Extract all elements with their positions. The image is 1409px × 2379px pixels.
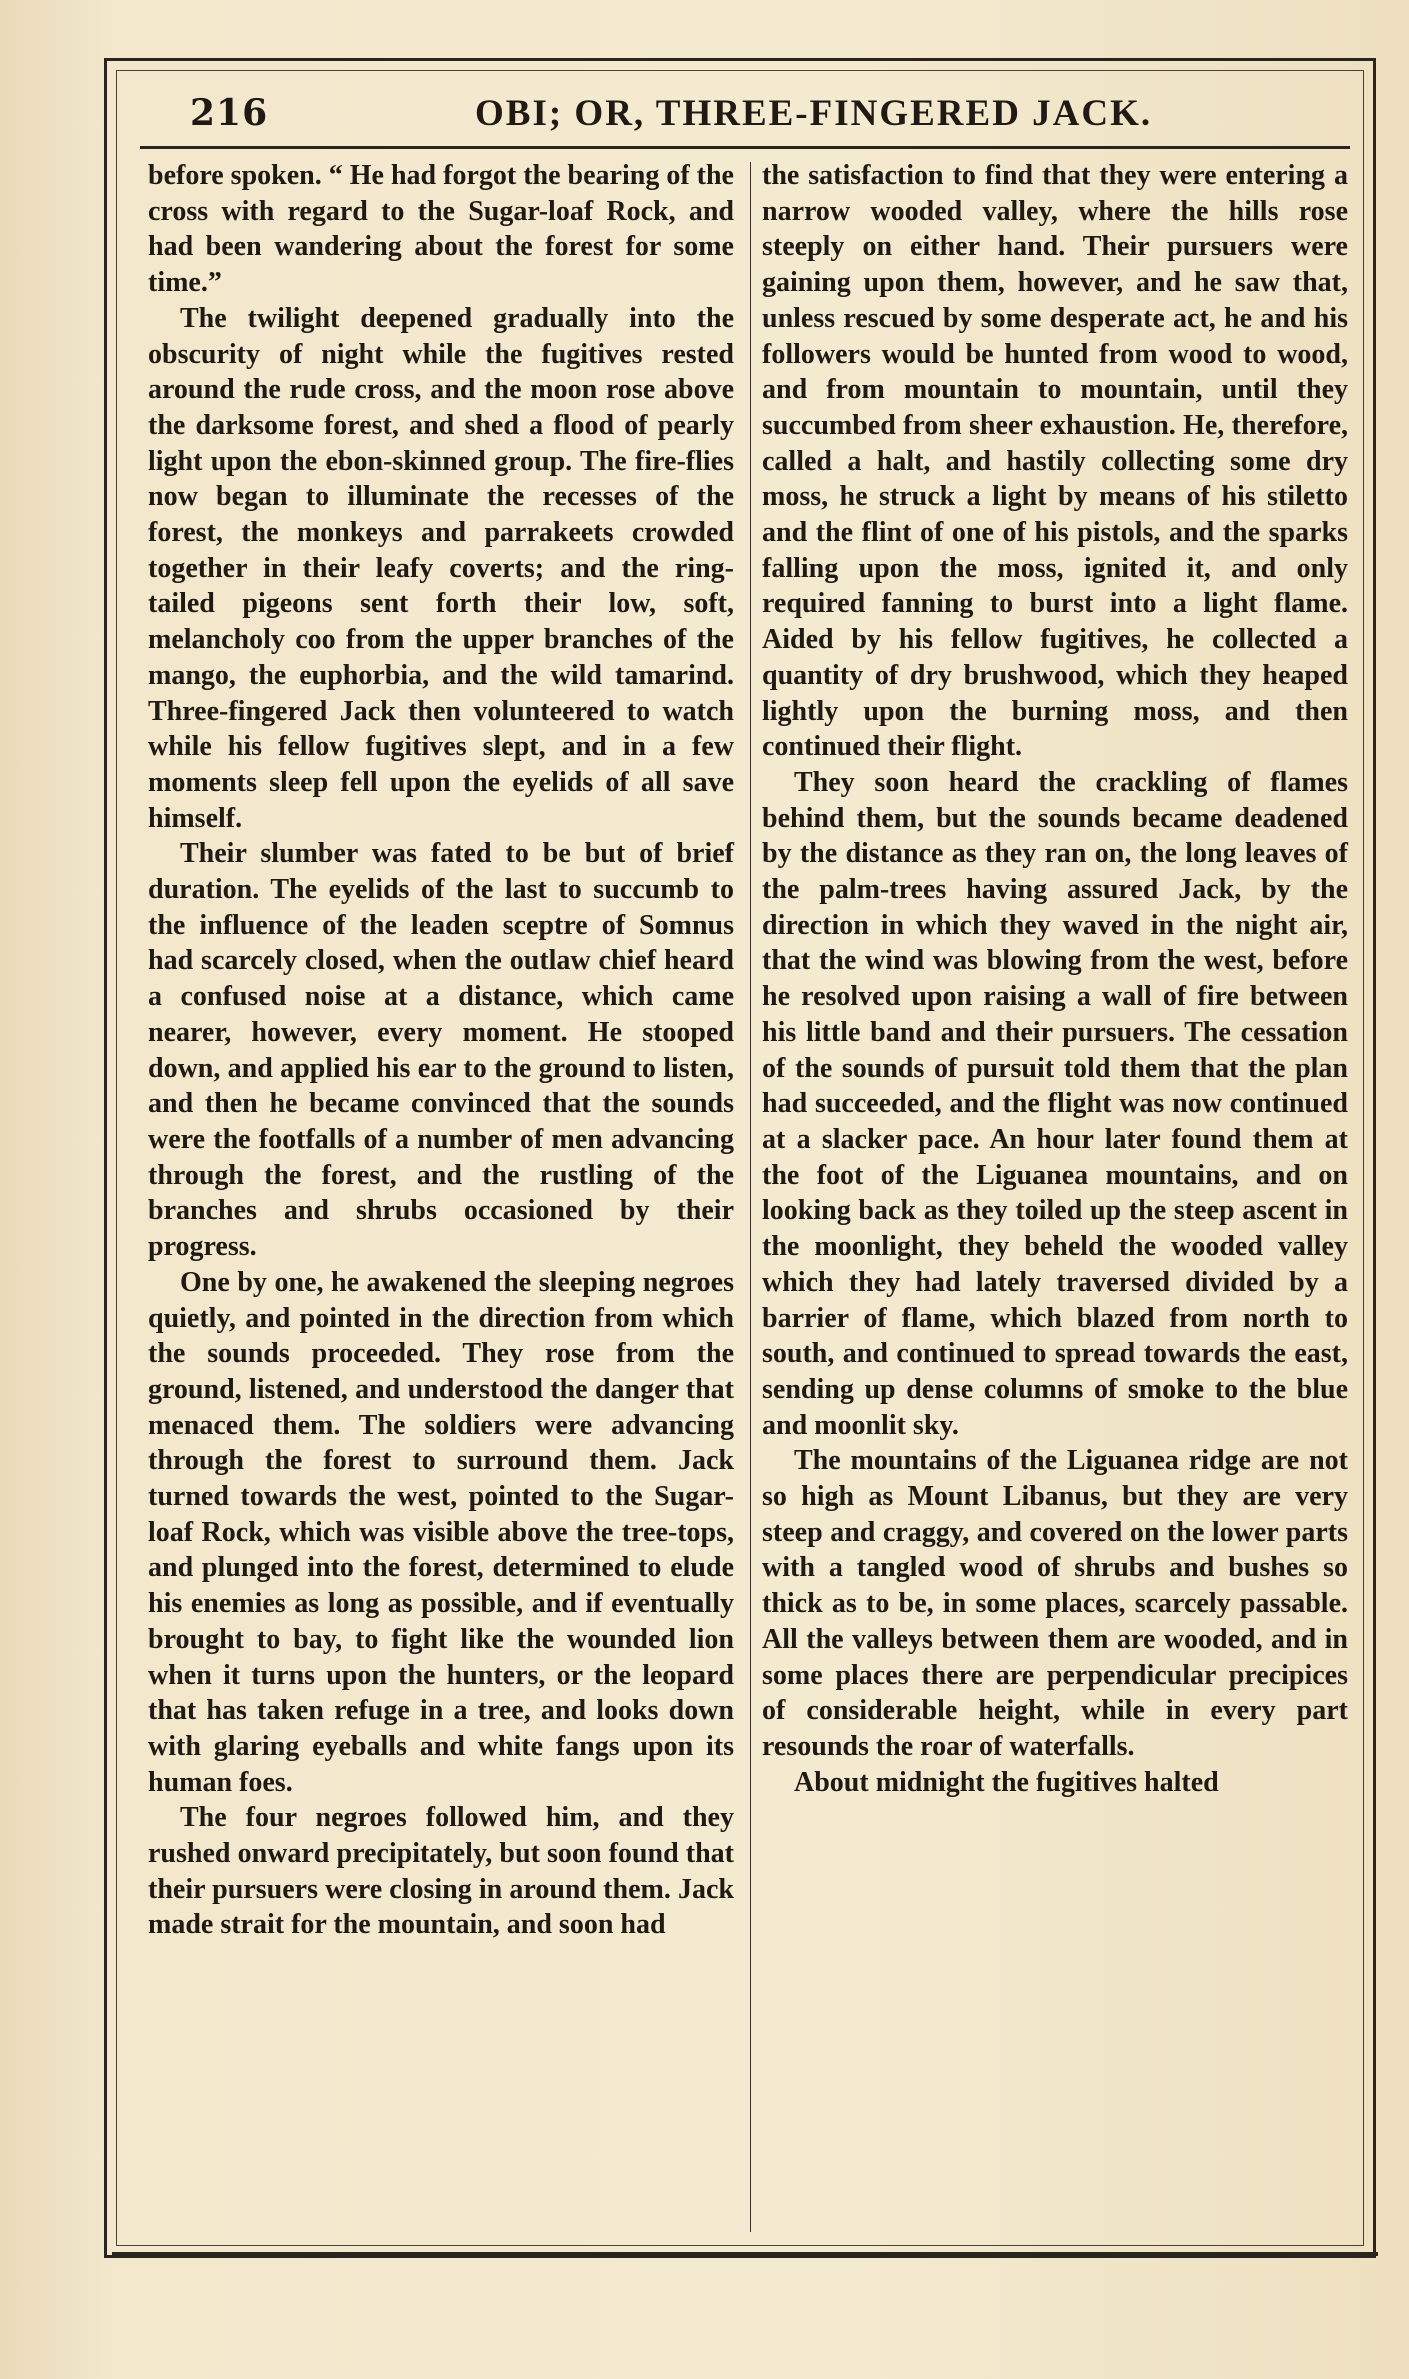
paragraph: before spoken. “ He had forgot the bearing of the cross with regard to the Sugar-loaf Rock, and had been wandering about the forest for some time.” <box>148 160 734 299</box>
page-number: 216 <box>190 92 269 134</box>
column-divider <box>750 162 751 2232</box>
bottom-rule <box>112 2252 1378 2256</box>
paragraph: About midnight the fugitives halted <box>794 1766 1219 1798</box>
paragraph: The four negroes followed him, and they rushed onward precipitately, but soon found that their pursuers were closing in around them. Jack made strait for the mountain, and soon had <box>148 1802 734 1941</box>
text-column-left <box>148 158 734 1943</box>
paragraph: One by one, he awakened the sleeping negroes quietly, and pointed in the direction from which the sounds proceeded. They rose from the ground, listened, and understood the danger that menaced them. The soldiers were advancing through the forest to surround them. Jack turned towards the west, pointed to the Sugar-loaf Rock, which was visible above the tree-tops, and plunged into the forest, determined to elude his enemies as long as possible, and if eventually brought to bay, to fight like the wounded lion when it turns upon the hunters, or the leopard that has taken refuge in a tree, and looks down with glaring eyeballs and white fangs upon its human foes. <box>148 1266 734 1798</box>
paragraph: Their slumber was fated to be but of brief duration. The eyelids of the last to succumb to the influence of the leaden sceptre of Somnus had scarcely closed, when the outlaw chief heard a confused noise at a distance, which came nearer, however, every moment. He stooped down, and applied his ear to the ground to listen, and then he became convinced that the sounds were the footfalls of a number of men advancing through the forest, and the rustling of the branches and shrubs occasioned by their progress. <box>148 838 734 1263</box>
running-title: OBI; OR, THREE-FINGERED JACK. <box>475 93 1153 134</box>
paragraph: the satisfaction to find that they were entering a narrow wooded valley, where the hills rose steeply on either hand. Their pursuers were gaining upon them, however, and he saw that, unless rescued by some desperate act, he and his followers would be hunted from wood to wood, and from mountain to mountain, until they succumbed from sheer exhaustion. He, therefore, called a halt, and hastily collecting some dry moss, he struck a light by means of his stiletto and the flint of one of his pistols, and the sparks falling upon the moss, ignited it, and only required fanning to burst into a light flame. Aided by his fellow fugitives, he collected a quantity of dry brushwood, which they heaped lightly upon the burning moss, and then continued their flight. <box>762 160 1348 763</box>
header-rule <box>140 146 1350 149</box>
paragraph: They soon heard the crackling of flames behind them, but the sounds became deadened by the distance as they ran on, the long leaves of the palm-trees having assured Jack, by the direction in which they waved in the night air, that the wind was blowing from the west, before he resolved upon raising a wall of fire between his little band and their pursuers. The cessation of the sounds of pursuit told them that the plan had succeeded, and the flight was now continued at a slacker pace. An hour later found them at the foot of the Liguanea mountains, and on looking back as they toiled up the steep ascent in the moonlight, they beheld the wooded valley which they had lately traversed divided by a barrier of flame, which blazed from north to south, and continued to spread towards the east, sending up dense columns of smoke to the blue and moonlit sky. <box>762 766 1348 1441</box>
text-column-right <box>762 158 1348 1800</box>
running-header <box>190 88 1350 148</box>
paragraph: The twilight deepened gradually into the obscurity of night while the fugitives rested around the rude cross, and the moon rose above the darksome forest, and shed a flood of pearly light upon the ebon-skinned group. The fire-flies now began to illuminate the recesses of the forest, the monkeys and parrakeets crowded together in their leafy coverts; and the ring-tailed pigeons sent forth their low, soft, melancholy coo from the upper branches of the mango, the euphorbia, and the wild tamarind. Three-fingered Jack then volunteered to watch while his fellow fugitives slept, and in a few moments sleep fell upon the eyelids of all save himself. <box>148 302 734 834</box>
paragraph: The mountains of the Liguanea ridge are not so high as Mount Libanus, but they are very steep and craggy, and covered on the lower parts with a tangled wood of shrubs and bushes so thick as to be, in some places, scarcely passable. All the valleys between them are wooded, and in some places there are perpendicular precipices of considerable height, while in every part resounds the roar of waterfalls. <box>762 1445 1348 1762</box>
